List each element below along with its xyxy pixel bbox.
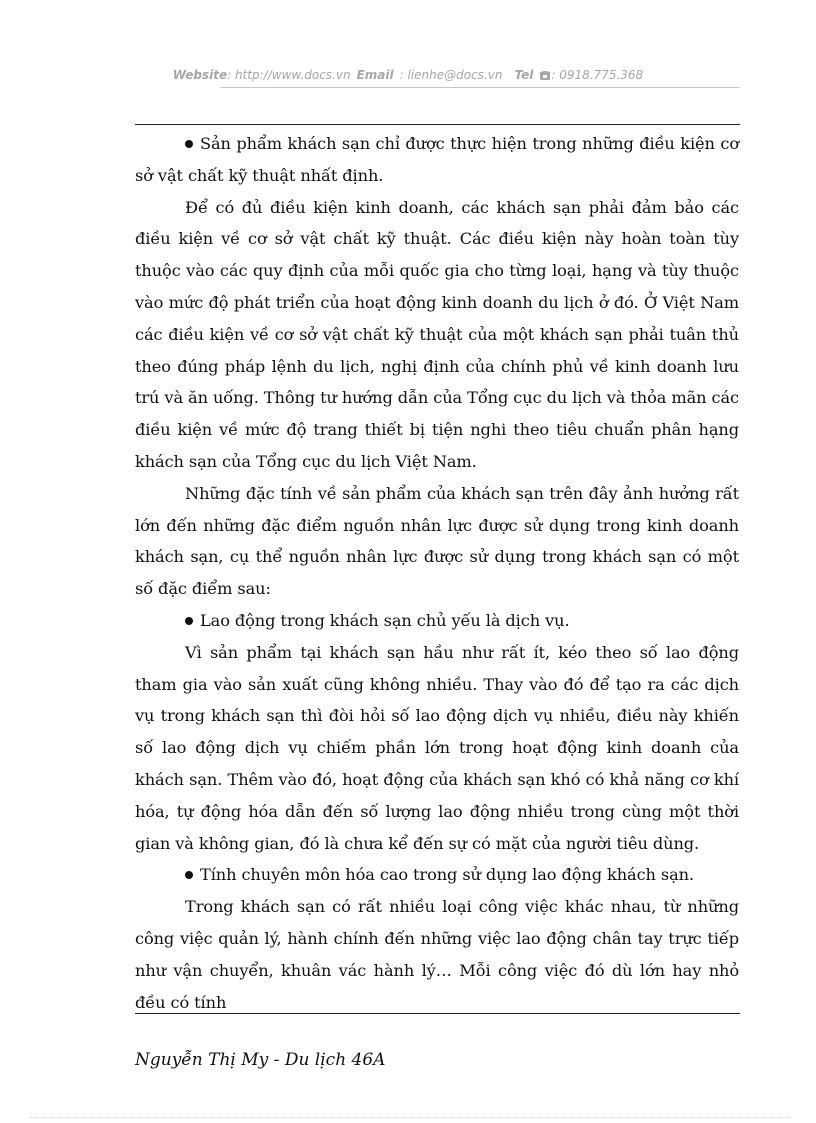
paragraph-3: Vì sản phẩm tại khách sạn hầu như rất ít, kéo theo số lao động tham gia vào sản xuất cũng không nhiều. Thay vào đó để tạo ra các dịch vụ trong khách sạn thì đòi hỏi số lao động dịch vụ nhiều, điều này khiến số lao động dịch vụ chiếm phần lớn trong hoạt động kinh doanh của khách sạn. Thêm vào đó, hoạt động của khách sạn khó có khả năng cơ khí hóa, tự động hóa dẫn đến số lượng lao động nhiều trong cùng một thời gian và không gian, đó là chưa kể đến sự có mặt của người tiêu dùng.: [135, 642, 739, 853]
paragraph-4: Trong khách sạn có rất nhiều loại công việc khác nhau, từ những công việc quản lý, hành chính đến những việc lao động chân tay trực tiếp như vận chuyển, khuân vác hành lý… Mỗi công việc đó dù lớn hay nhỏ đều có tính: [135, 897, 739, 1012]
bullet-icon: [185, 871, 193, 879]
tel-value: : 0918.775.368: [551, 68, 644, 82]
bullet-paragraph-2: [135, 605, 739, 637]
bullet-text-1: Sản phẩm khách sạn chỉ được thực hiện trong những điều kiện cơ sở vật chất kỹ thuật nhất định.: [135, 134, 739, 185]
bullet-text-3: Tính chuyên môn hóa cao trong sử dụng lao động khách sạn.: [200, 865, 695, 885]
page-bottom-border: [30, 1117, 790, 1118]
email-label: Email: [356, 68, 394, 82]
header-rule: [220, 87, 740, 88]
email-value[interactable]: : lienhe@docs.vn: [399, 68, 503, 82]
website-label: Website: [172, 68, 228, 82]
website-value[interactable]: : http://www.docs.vn: [227, 68, 351, 82]
document-body: [135, 128, 739, 1018]
footer-author: Nguyễn Thị My - Du lịch 46A: [135, 1050, 386, 1070]
bullet-paragraph-1: [135, 128, 739, 192]
bullet-icon: [185, 617, 193, 625]
bullet-paragraph-3: [135, 859, 739, 891]
tel-label: Tel: [514, 68, 534, 82]
bullet-icon: [185, 140, 193, 148]
body-top-rule: [135, 124, 740, 125]
paragraph-2: Những đặc tính về sản phẩm của khách sạn trên đây ảnh hưởng rất lớn đến những đặc điểm nguồn nhân lực được sử dụng trong kinh doanh khách sạn, cụ thể nguồn nhân lực được sử dụng trong khách sạn có một số đặc điểm sau:: [135, 483, 739, 599]
body-bottom-rule: [135, 1013, 740, 1014]
paragraph-1: Để có đủ điều kiện kinh doanh, các khách sạn phải đảm bảo các điều kiện về cơ sở vật chất kỹ thuật. Các điều kiện này hoàn toàn tùy thuộc vào các quy định của mỗi quốc gia cho từng loại, hạng và tùy thuộc vào mức độ phát triển của hoạt động kinh doanh du lịch ở đó. Ở Việt Nam các điều kiện về cơ sở vật chất kỹ thuật của một khách sạn phải tuân thủ theo đúng pháp lệnh du lịch, nghị định của chính phủ về kinh doanh lưu trú và ăn uống. Thông tư hướng dẫn của Tổng cục du lịch và thỏa mãn các điều kiện về mức độ trang thiết bị tiện nghi theo tiêu chuẩn phân hạng khách sạn của Tổng cục du lịch Việt Nam.: [135, 197, 739, 471]
bullet-text-2: Lao động trong khách sạn chủ yếu là dịch vụ.: [200, 610, 570, 630]
phone-icon: [539, 70, 551, 80]
site-header: [0, 68, 816, 82]
